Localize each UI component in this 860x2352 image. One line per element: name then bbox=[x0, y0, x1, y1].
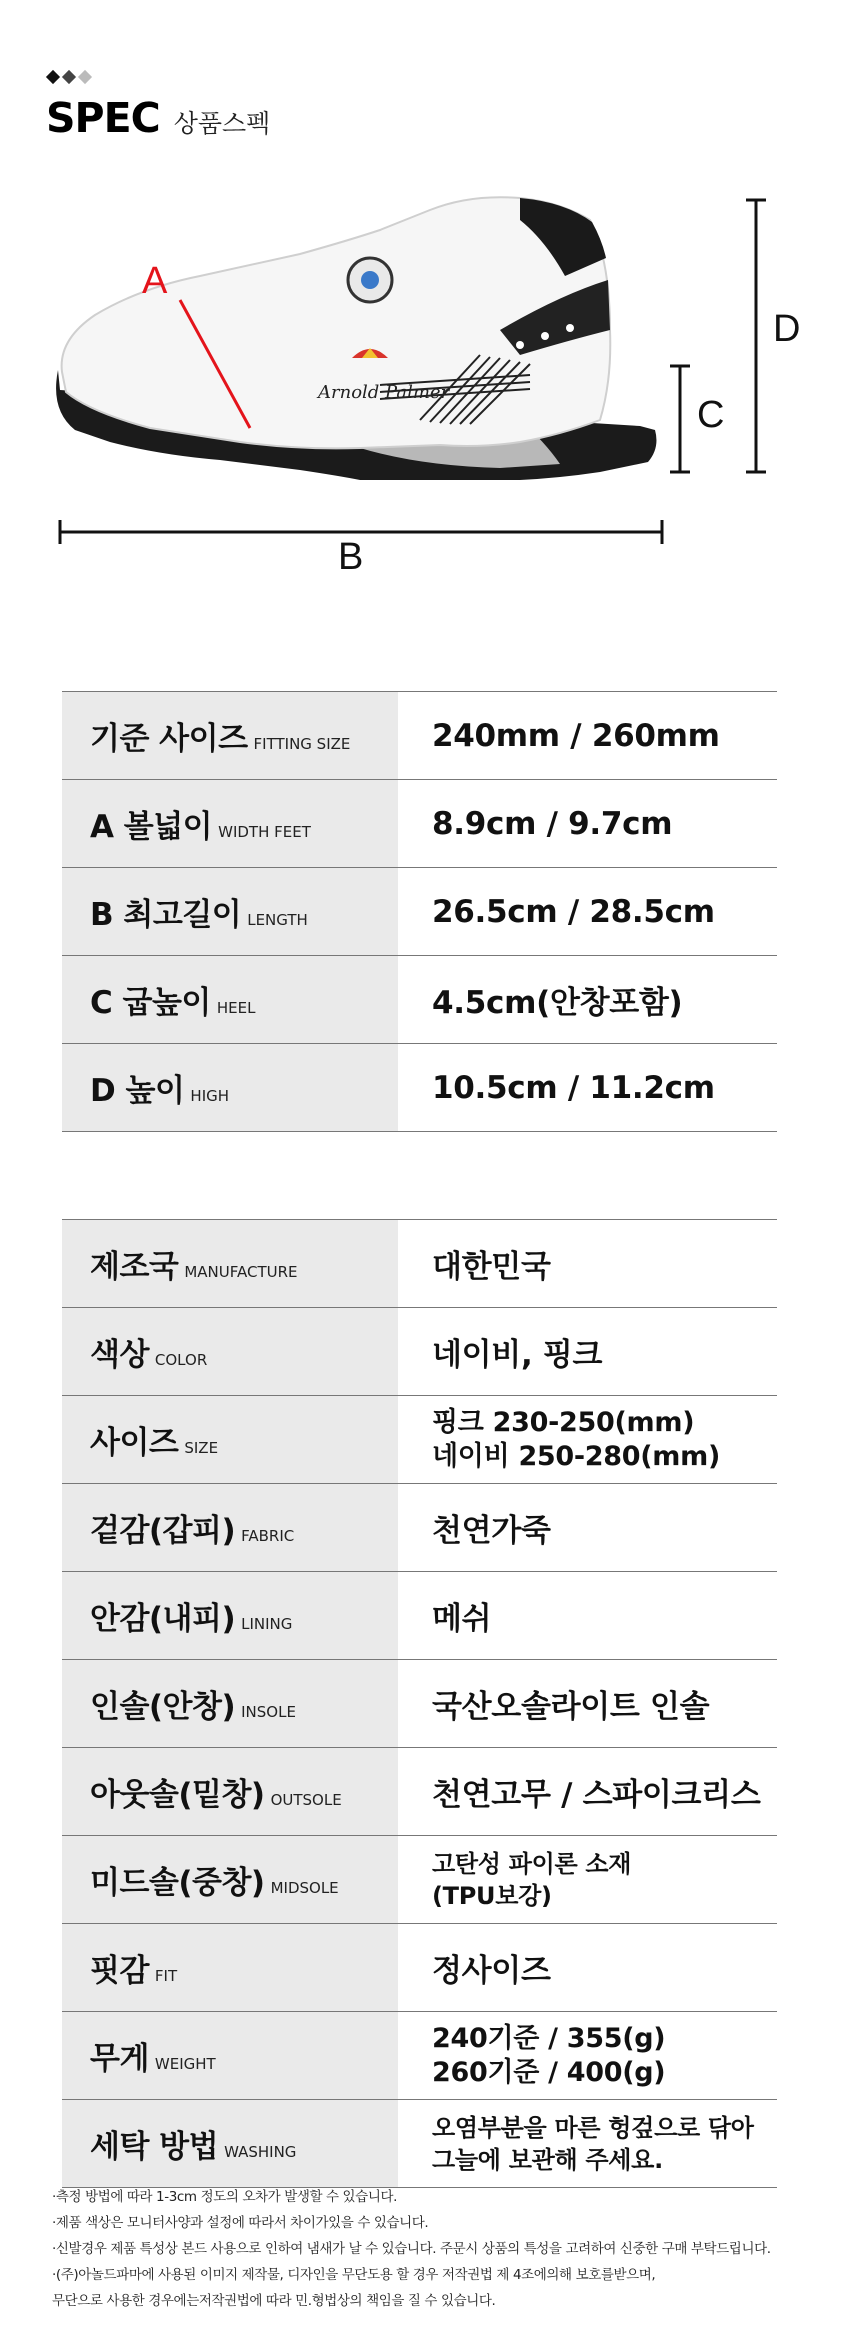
row-label-cell bbox=[62, 780, 398, 868]
table-row bbox=[62, 1044, 777, 1132]
row-value: 8.9cm / 9.7cm bbox=[432, 805, 673, 842]
diamond-icon bbox=[62, 70, 76, 84]
row-label-cell bbox=[62, 1572, 398, 1660]
row-label-en: SIZE bbox=[184, 1439, 219, 1457]
row-label-cell bbox=[62, 1484, 398, 1572]
row-label-en: HEEL bbox=[216, 999, 256, 1017]
diamond-icon bbox=[46, 70, 60, 84]
row-value: 그늘에 보관해 주세요. bbox=[432, 2145, 663, 2174]
row-label: 색상 bbox=[90, 1337, 149, 1373]
table-row bbox=[62, 2012, 777, 2100]
table-row bbox=[62, 2100, 777, 2188]
row-value: 240기준 / 355(g) bbox=[432, 2022, 666, 2054]
row-label-cell bbox=[62, 1748, 398, 1836]
row-label-cell bbox=[62, 1924, 398, 2012]
measure-table bbox=[62, 691, 777, 1132]
label-c: C bbox=[697, 394, 725, 436]
note-line: ·신발경우 제품 특성상 본드 사용으로 인하여 냄새가 날 수 있습니다. 주문시 상품의 특성을 고려하여 신중한 구매 부탁드립니다. bbox=[52, 2241, 771, 2257]
row-label: 핏감 bbox=[90, 1953, 149, 1989]
row-value: 천연가죽 bbox=[432, 1513, 551, 1549]
diamond-icon bbox=[78, 70, 92, 84]
row-label: 미드솔(중창) bbox=[90, 1865, 265, 1901]
row-value-cell bbox=[398, 868, 777, 956]
note-line: ·제품 색상은 모니터사양과 설정에 따라서 차이가있을 수 있습니다. bbox=[52, 2215, 429, 2231]
row-value-cell bbox=[398, 956, 777, 1044]
row-label: 제조국 bbox=[90, 1249, 179, 1285]
row-label: 사이즈 bbox=[90, 1425, 179, 1461]
eyelet bbox=[541, 332, 549, 340]
note-line: ·(주)아놀드파마에 사용된 이미지 제작물, 디자인을 무단도용 할 경우 저작권법 제 4조에의해 보호를받으며, bbox=[52, 2267, 656, 2283]
detail-table bbox=[62, 1219, 777, 2188]
row-label: 인솔(안창) bbox=[90, 1689, 236, 1725]
table-row bbox=[62, 1220, 777, 1308]
row-value-cell bbox=[398, 692, 777, 780]
row-value-cell bbox=[398, 1924, 777, 2012]
row-value-cell bbox=[398, 1484, 777, 1572]
row-value: 네이비, 핑크 bbox=[432, 1337, 603, 1373]
row-label: 안감(내피) bbox=[90, 1601, 236, 1637]
row-label-cell bbox=[62, 868, 398, 956]
row-label: D 높이 bbox=[90, 1073, 185, 1109]
row-value: 네이비 250-280(mm) bbox=[432, 1440, 721, 1472]
table-row bbox=[62, 868, 777, 956]
table-row bbox=[62, 1660, 777, 1748]
row-label-en: LENGTH bbox=[247, 911, 308, 929]
table-row bbox=[62, 1748, 777, 1836]
row-label-cell bbox=[62, 2100, 398, 2188]
row-value-cell bbox=[398, 1308, 777, 1396]
shoe-illustration bbox=[0, 180, 860, 600]
row-value-cell bbox=[398, 1396, 777, 1484]
row-label: 기준 사이즈 bbox=[90, 721, 248, 757]
row-label-en: FIT bbox=[154, 1967, 178, 1985]
row-label-en: FABRIC bbox=[241, 1527, 295, 1545]
row-label-en: WIDTH FEET bbox=[218, 823, 311, 841]
row-label-cell bbox=[62, 1044, 398, 1132]
row-value-cell bbox=[398, 780, 777, 868]
row-label-cell bbox=[62, 1308, 398, 1396]
row-label: B 최고길이 bbox=[90, 897, 242, 933]
table-row bbox=[62, 956, 777, 1044]
row-value: 10.5cm / 11.2cm bbox=[432, 1069, 715, 1106]
page-title bbox=[46, 94, 270, 142]
row-value: 240mm / 260mm bbox=[432, 717, 720, 754]
row-value-cell bbox=[398, 2100, 777, 2188]
table-row bbox=[62, 1308, 777, 1396]
row-label: 세탁 방법 bbox=[90, 2129, 219, 2165]
row-label: C 굽높이 bbox=[90, 985, 211, 1021]
eyelet bbox=[516, 341, 524, 349]
row-label-cell bbox=[62, 1220, 398, 1308]
table-row bbox=[62, 1396, 777, 1484]
row-label-en: OUTSOLE bbox=[270, 1791, 342, 1809]
table-row bbox=[62, 780, 777, 868]
brand-signature: Arnold Palmer bbox=[318, 382, 450, 403]
row-value: (TPU보강) bbox=[432, 1881, 552, 1910]
row-value-cell bbox=[398, 1748, 777, 1836]
row-value: 4.5cm(안창포함) bbox=[432, 985, 683, 1021]
note-line: 무단으로 사용한 경우에는저작권법에 따라 민.형법상의 책임을 질 수 있습니다. bbox=[52, 2293, 496, 2309]
row-value: 천연고무 / 스파이크리스 bbox=[432, 1777, 761, 1813]
row-value-cell bbox=[398, 1660, 777, 1748]
row-value: 국산오솔라이트 인솔 bbox=[432, 1689, 710, 1725]
row-label-en: HIGH bbox=[190, 1087, 230, 1105]
row-label-en: LINING bbox=[241, 1615, 293, 1633]
row-value: 260기준 / 400(g) bbox=[432, 2056, 666, 2088]
title-ko: 상품스펙 bbox=[173, 109, 271, 138]
row-label: A 볼넓이 bbox=[90, 809, 213, 845]
label-d: D bbox=[773, 308, 801, 350]
row-value: 26.5cm / 28.5cm bbox=[432, 893, 715, 930]
row-label: 아웃솔(밑창) bbox=[90, 1777, 265, 1813]
row-value: 핑크 230-250(mm) bbox=[432, 1406, 695, 1438]
table-row bbox=[62, 1572, 777, 1660]
row-value-cell bbox=[398, 1044, 777, 1132]
table-row bbox=[62, 692, 777, 780]
row-label: 무게 bbox=[90, 2041, 149, 2077]
row-value: 대한민국 bbox=[432, 1249, 551, 1285]
shoe-dimension-diagram bbox=[0, 180, 860, 600]
header-dots bbox=[48, 72, 90, 82]
row-label-en: FITTING SIZE bbox=[253, 735, 351, 753]
row-value: 메쉬 bbox=[432, 1601, 492, 1637]
row-label: 겉감(갑피) bbox=[90, 1513, 236, 1549]
row-value-cell bbox=[398, 1220, 777, 1308]
row-value: 고탄성 파이론 소재 bbox=[432, 1849, 632, 1878]
label-b: B bbox=[338, 536, 364, 578]
row-label-en: WASHING bbox=[224, 2143, 297, 2161]
title-en: SPEC bbox=[46, 94, 160, 142]
table-row bbox=[62, 1924, 777, 2012]
row-label-en: INSOLE bbox=[241, 1703, 296, 1721]
row-label-cell bbox=[62, 1396, 398, 1484]
table-row bbox=[62, 1484, 777, 1572]
row-value-cell bbox=[398, 1836, 777, 1924]
row-label-cell bbox=[62, 692, 398, 780]
label-a: A bbox=[142, 260, 168, 302]
row-label-en: COLOR bbox=[154, 1351, 208, 1369]
row-label-en: WEIGHT bbox=[154, 2055, 216, 2073]
eyelet bbox=[566, 324, 574, 332]
table-row bbox=[62, 1836, 777, 1924]
row-label-cell bbox=[62, 956, 398, 1044]
row-label-en: MIDSOLE bbox=[270, 1879, 339, 1897]
row-value-cell bbox=[398, 1572, 777, 1660]
row-label-cell bbox=[62, 1660, 398, 1748]
row-value-cell bbox=[398, 2012, 777, 2100]
note-line: ·측정 방법에 따라 1-3cm 정도의 오차가 발생할 수 있습니다. bbox=[52, 2189, 397, 2205]
notes-section bbox=[52, 2184, 852, 2314]
row-label-cell bbox=[62, 1836, 398, 1924]
dial-logo bbox=[361, 271, 379, 289]
row-value: 오염부분을 마른 헝겊으로 닦아 bbox=[432, 2113, 754, 2142]
row-label-cell bbox=[62, 2012, 398, 2100]
row-value: 정사이즈 bbox=[432, 1953, 551, 1989]
row-label-en: MANUFACTURE bbox=[184, 1263, 298, 1281]
